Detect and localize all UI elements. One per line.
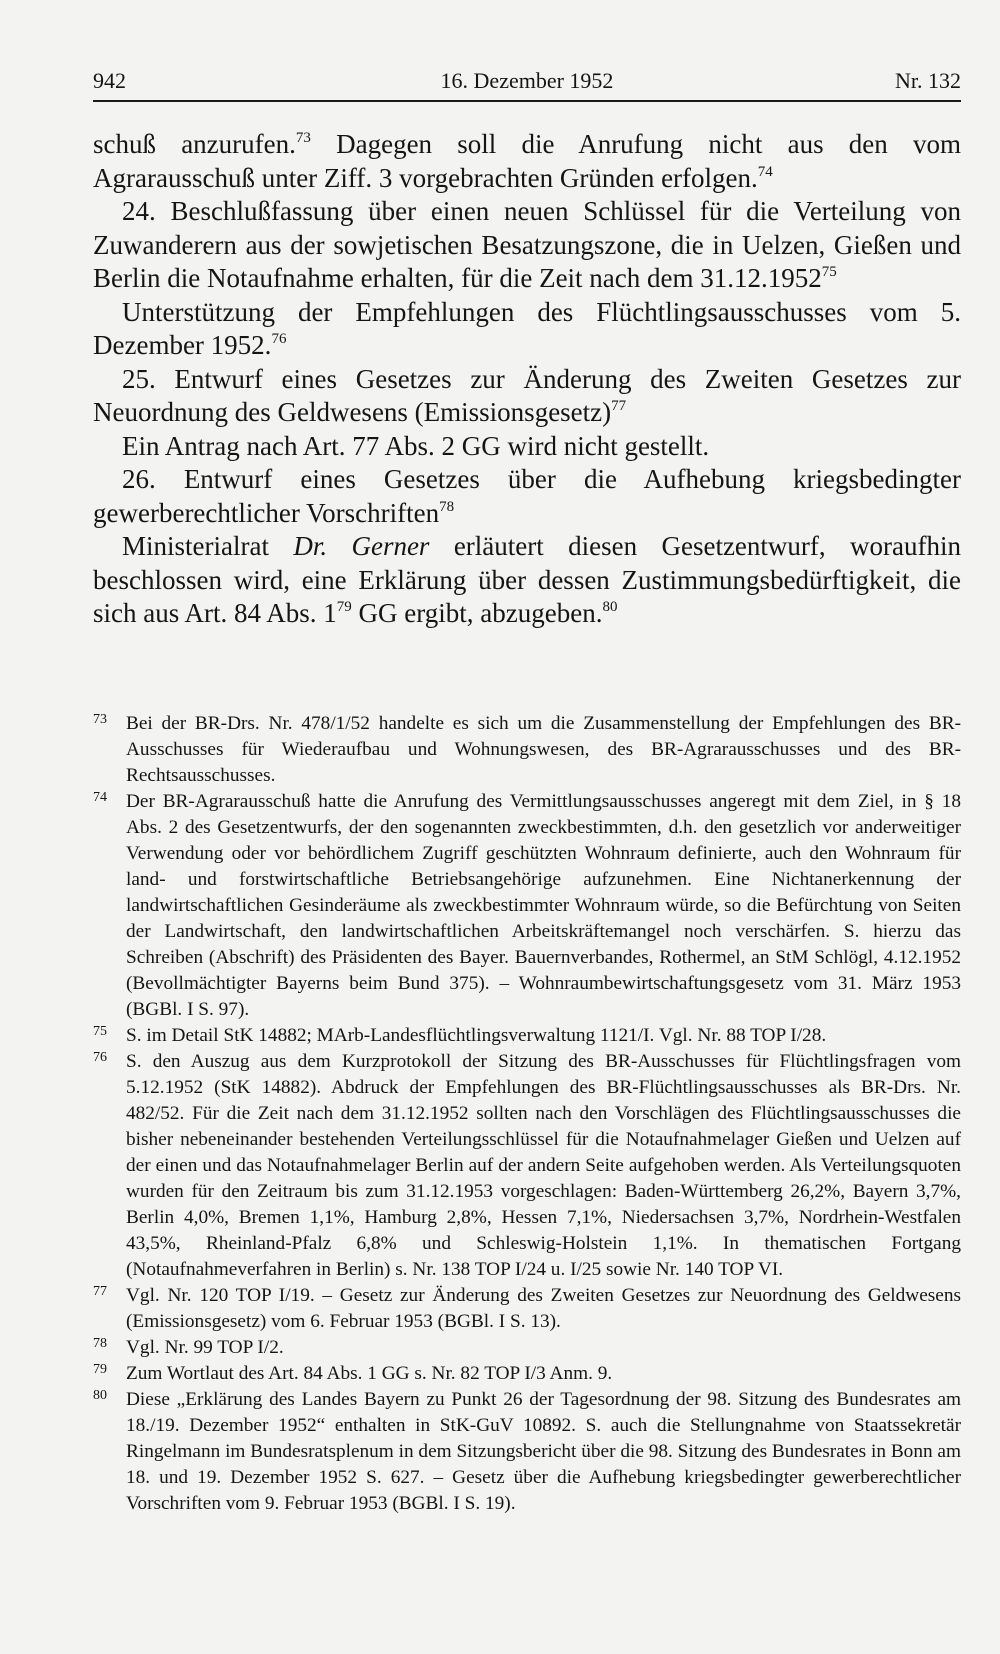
footnote-number: 78 — [93, 1336, 107, 1351]
text-run: GG ergibt, abzugeben. — [351, 598, 603, 628]
agenda-item-25 — [93, 363, 961, 430]
text-run: Unterstützung der Empfehlungen des Flüchtlingsausschusses vom 5. Dezember 1952. — [93, 296, 961, 360]
text-run: Ministerialrat — [122, 531, 294, 561]
footnote-text: S. im Detail StK 14882; MArb-Landesflüchtlingsverwaltung 1121/I. Vgl. Nr. 88 TOP I/28. — [126, 1025, 827, 1046]
footnote-text: S. den Auszug aus dem Kurzprotokoll der Sitzung des BR-Ausschusses für Flüchtlingsfragen vom 5.12.1952 (StK 14882). Abdruck der Empfehlungen des BR-Flüchtlingsausschusses als BR-Drs. Nr. 482/52. Für die Zeit nach dem 31.12.1952 sollten nach den Vorschlägen des Flüchtlingsausschusses die bisher nebeneinander bestehenden Verteilungsschlüssel für die Notaufnahmelager Gießen und Uelzen auf der einen und das Notaufnahmelager Berlin auf der andern Seite aufgehoben werden. Als Verteilungsquoten wurden für den Zeitraum bis zum 31.12.1953 vorgeschlagen: Baden-Württemberg 26,2%, Bayern 3,7%, Berlin 4,0%, Bremen 1,1%, Hamburg 2,8%, Hessen 7,1%, Niedersachsen 3,7%, Nordrhein-Westfalen 43,5%, Rheinland-Pfalz 6,8% und Schleswig-Holstein 1,1%. In thematischen Fortgang (Notaufnahmeverfahren in Berlin) s. Nr. 138 TOP I/24 u. I/25 sowie Nr. 140 TOP VI. — [126, 1051, 961, 1280]
footnote-ref: 76 — [271, 331, 287, 347]
header-date: 16. Dezember 1952 — [440, 68, 614, 93]
footnote-ref: 78 — [439, 498, 455, 515]
text-run: 24. Beschlußfassung über einen neuen Schlüssel für die Verteilung von Zuwanderern aus der sowjetischen Besatzungszone, die in Uelzen, Gießen und Berlin die Notaufnahme erhalten, für die Zeit nach dem 31.12.1952 — [93, 196, 961, 293]
footnote — [93, 789, 961, 1023]
footnote-text: Bei der BR-Drs. Nr. 478/1/52 handelte es sich um die Zusammenstellung der Empfehlungen des BR-Ausschusses für Wiederaufbau und Wohnungswesen, des BR-Agrarausschusses und des BR-Rechtsausschusses. — [126, 713, 961, 786]
footnote-text: Diese „Erklärung des Landes Bayern zu Punkt 26 der Tagesordnung der 98. Sitzung des Bundesrates am 18./19. Dezember 1952“ enthalten in StK-GuV 10892. S. auch die Stellungnahme von Staatssekretär Ringelmann im Bundesratsplenum in dem Sitzungsbericht über die 98. Sitzung des Bundesrates in Bonn am 18. und 19. Dezember 1952 S. 627. – Gesetz über die Aufhebung kriegsbedingter gewerberechtlicher Vorschriften vom 9. Februar 1953 (BGBl. I S. 19). — [126, 1389, 961, 1514]
footnote — [93, 1049, 961, 1283]
main-text — [93, 128, 961, 631]
footnote-number: 79 — [93, 1362, 107, 1377]
footnote-number: 80 — [93, 1388, 107, 1403]
text-run: 25. Entwurf eines Gesetzes zur Änderung des Zweiten Gesetzes zur Neuordnung des Geldwesens (Emissionsgesetz) — [93, 363, 961, 427]
footnote — [93, 1335, 961, 1361]
footnote-ref: 74 — [757, 163, 773, 180]
footnote-text: Der BR-Agrarausschuß hatte die Anrufung des Vermittlungsausschusses angeregt mit dem Ziel, in § 18 Abs. 2 des Gesetzentwurfs, der den sogenannten zweckbestimmten, d.h. den gesetzlich vor anderweitiger Verwendung oder vor behördlichem Zugriff geschützten Wohnraum definierte, auch den Wohnraum für land- und forstwirtschaftliche Betriebsangehörige aufzunehmen. Eine Nichtanerkennung der landwirtschaftlichen Gesinderäume als zweckbestimmter Wohnraum würde, so die Befürchtung von Seiten der Landwirtschaft, den landwirtschaftlichen Arbeitskräftemangel noch verschärfen. S. hierzu das Schreiben (Abschrift) des Präsidenten des Bayer. Bauernverbandes, Rothermel, an StM Schlögl, 4.12.1952 (Bevollmächtigter Bayerns beim Bund 375). – Wohnraumbewirtschaftungsgesetz vom 31. März 1953 (BGBl. I S. 97). — [126, 791, 961, 1020]
footnote-ref: 77 — [611, 398, 627, 414]
agenda-item-26 — [93, 463, 961, 530]
text-run: erläutert diesen Gesetzentwurf, woraufhin beschlossen wird, eine Erklärung über dessen Zustimmungsbedürftigkeit, die sich aus Art. 84 Abs. 1 — [93, 531, 961, 628]
footnote-text: Zum Wortlaut des Art. 84 Abs. 1 GG s. Nr. 82 TOP I/3 Anm. 9. — [126, 1363, 613, 1384]
footnote-text: Vgl. Nr. 99 TOP I/2. — [126, 1337, 284, 1358]
footnotes — [93, 711, 961, 1517]
text-run: Ein Antrag nach Art. 77 Abs. 2 GG wird nicht gestellt. — [122, 430, 710, 461]
footnote — [93, 1283, 961, 1335]
footnote — [93, 1023, 961, 1049]
footnote-number: 74 — [93, 790, 107, 805]
resolution-24 — [93, 296, 961, 363]
issue-number: Nr. 132 — [895, 68, 961, 93]
resolution-25 — [93, 430, 961, 464]
page-header — [93, 64, 961, 102]
footnote-ref: 75 — [821, 264, 837, 280]
footnote-number: 75 — [93, 1024, 107, 1039]
text-run: schuß anzurufen. — [93, 129, 296, 159]
page-number: 942 — [93, 68, 126, 93]
footnote — [93, 1387, 961, 1517]
footnote-number: 76 — [93, 1050, 107, 1065]
resolution-26 — [93, 530, 961, 631]
footnote-number: 73 — [93, 712, 107, 727]
person-name: Dr. Gerner — [293, 531, 430, 561]
footnote-ref: 80 — [602, 599, 618, 615]
paragraph-continuation — [93, 128, 961, 195]
footnote-number: 77 — [93, 1284, 107, 1299]
text-run: 26. Entwurf eines Gesetzes über die Aufhebung kriegsbedingter gewerberechtlicher Vorschriften — [93, 464, 961, 528]
text-run: Dagegen soll die Anrufung nicht aus den vom Agrarausschuß unter Ziff. 3 vorgebrachten Gründen erfolgen. — [93, 129, 961, 193]
footnote — [93, 1361, 961, 1387]
footnote-ref: 73 — [295, 130, 311, 146]
agenda-item-24 — [93, 195, 961, 296]
footnote-text: Vgl. Nr. 120 TOP I/19. – Gesetz zur Änderung des Zweiten Gesetzes zur Neuordnung des Geldwesens (Emissionsgesetz) vom 6. Februar 1953 (BGBl. I S. 13). — [126, 1285, 961, 1332]
footnote — [93, 711, 961, 789]
footnote-ref: 79 — [336, 599, 352, 615]
